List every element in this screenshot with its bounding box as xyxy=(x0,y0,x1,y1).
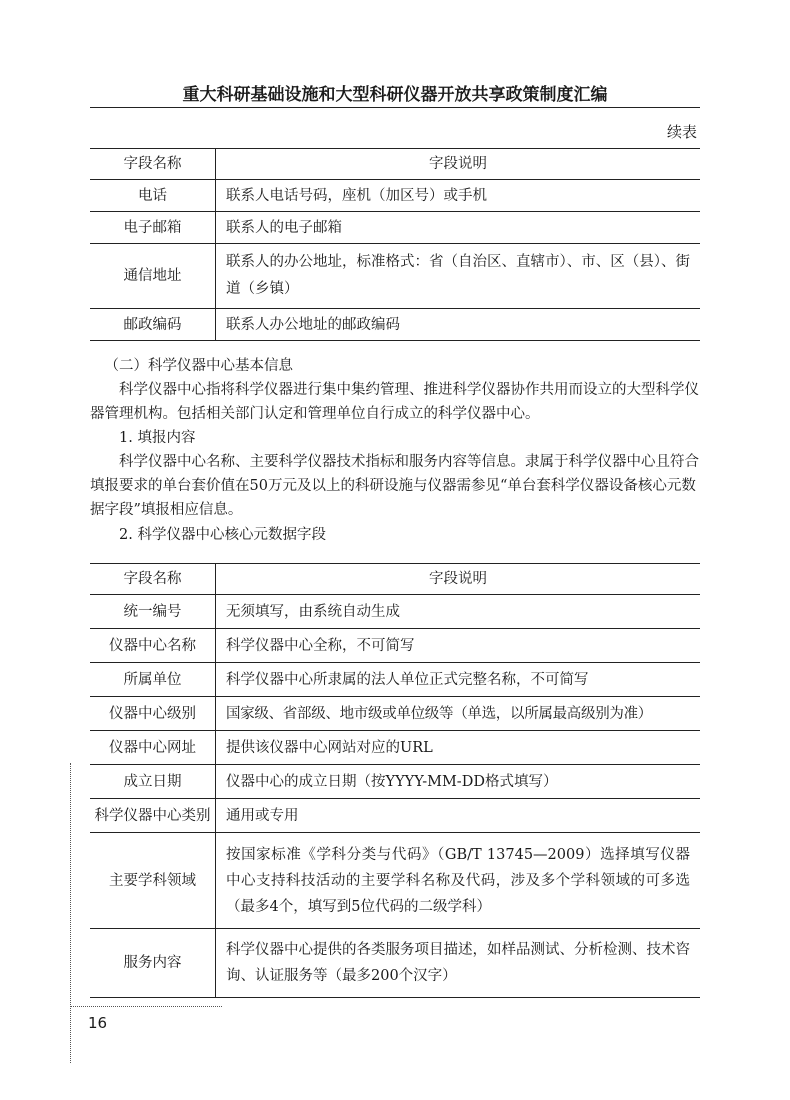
field-name-cell: 成立日期 xyxy=(90,765,216,799)
field-name-cell: 仪器中心名称 xyxy=(90,629,216,663)
column-header-field-desc: 字段说明 xyxy=(216,564,701,595)
instrument-center-fields-table xyxy=(90,563,700,998)
column-header-field-desc: 字段说明 xyxy=(216,149,701,180)
column-header-field-name: 字段名称 xyxy=(90,564,216,595)
running-header: 重大科研基础设施和大型科研仪器开放共享政策制度汇编 xyxy=(182,85,608,105)
field-desc-cell: 仪器中心的成立日期（按YYYY-MM-DD格式填写） xyxy=(216,765,701,799)
field-name-cell: 统一编号 xyxy=(90,595,216,629)
field-desc-cell: 提供该仪器中心网站对应的URL xyxy=(216,731,701,765)
field-name-cell: 通信地址 xyxy=(90,244,216,309)
field-name-cell: 服务内容 xyxy=(90,929,216,998)
table-row xyxy=(90,799,700,833)
field-desc-cell: 按国家标准《学科分类与代码》（GB/T 13745—2009）选择填写仪器中心支持科技活动的主要学科名称及代码，涉及多个学科领域的可多选（最多4个，填写到5位代码的二级学科） xyxy=(216,833,701,929)
field-name-cell: 科学仪器中心类别 xyxy=(90,799,216,833)
table-row xyxy=(90,663,700,697)
subsection-heading: 2. 科学仪器中心核心元数据字段 xyxy=(119,527,326,543)
field-desc-cell: 科学仪器中心提供的各类服务项目描述，如样品测试、分析检测、技术咨询、认证服务等（最多200个汉字） xyxy=(216,929,701,998)
field-name-cell: 电子邮箱 xyxy=(90,212,216,244)
column-header-field-name: 字段名称 xyxy=(90,149,216,180)
table-row xyxy=(90,244,700,309)
table-header-row xyxy=(90,149,700,180)
table-header-row xyxy=(90,564,700,595)
table-row xyxy=(90,929,700,998)
field-name-cell: 仪器中心级别 xyxy=(90,697,216,731)
subsection-paragraph: 科学仪器中心名称、主要科学仪器技术指标和服务内容等信息。隶属于科学仪器中心且符合填报要求的单台套价值在50万元及以上的科研设施与仪器需参见“单台套科学仪器设备核心元数据字段”填报相应信息。 xyxy=(90,454,699,518)
margin-dotted-line-horizontal xyxy=(70,1006,222,1007)
field-desc-cell: 联系人的办公地址，标准格式：省（自治区、直辖市）、市、区（县）、街道（乡镇） xyxy=(216,244,701,309)
table-row xyxy=(90,212,700,244)
margin-dotted-line-vertical xyxy=(70,763,71,1063)
table-row xyxy=(90,731,700,765)
field-name-cell: 所属单位 xyxy=(90,663,216,697)
field-desc-cell: 科学仪器中心所隶属的法人单位正式完整名称，不可简写 xyxy=(216,663,701,697)
section-intro-paragraph: 科学仪器中心指将科学仪器进行集中集约管理、推进科学仪器协作共用而设立的大型科学仪器管理机构。包括相关部门认定和管理单位自行成立的科学仪器中心。 xyxy=(90,382,699,422)
field-name-cell: 仪器中心网址 xyxy=(90,731,216,765)
table-row xyxy=(90,309,700,341)
section-heading: （二）科学仪器中心基本信息 xyxy=(104,358,293,374)
table-row xyxy=(90,595,700,629)
table-row xyxy=(90,180,700,212)
contact-fields-table xyxy=(90,148,700,341)
field-name-cell: 电话 xyxy=(90,180,216,212)
field-desc-cell: 国家级、省部级、地市级或单位级等（单选，以所属最高级别为准） xyxy=(216,697,701,731)
field-desc-cell: 科学仪器中心全称，不可简写 xyxy=(216,629,701,663)
header-rule xyxy=(90,107,700,108)
table-row xyxy=(90,629,700,663)
field-desc-cell: 联系人办公地址的邮政编码 xyxy=(216,309,701,341)
field-desc-cell: 通用或专用 xyxy=(216,799,701,833)
table-row xyxy=(90,697,700,731)
field-desc-cell: 联系人的电子邮箱 xyxy=(216,212,701,244)
field-desc-cell: 无须填写，由系统自动生成 xyxy=(216,595,701,629)
field-name-cell: 主要学科领域 xyxy=(90,833,216,929)
field-name-cell: 邮政编码 xyxy=(90,309,216,341)
continued-label: 续表 xyxy=(666,123,697,141)
field-desc-cell: 联系人电话号码，座机（加区号）或手机 xyxy=(216,180,701,212)
subsection-heading: 1. 填报内容 xyxy=(119,430,196,446)
table-row xyxy=(90,833,700,929)
table-row xyxy=(90,765,700,799)
page-number: 16 xyxy=(88,1014,108,1032)
